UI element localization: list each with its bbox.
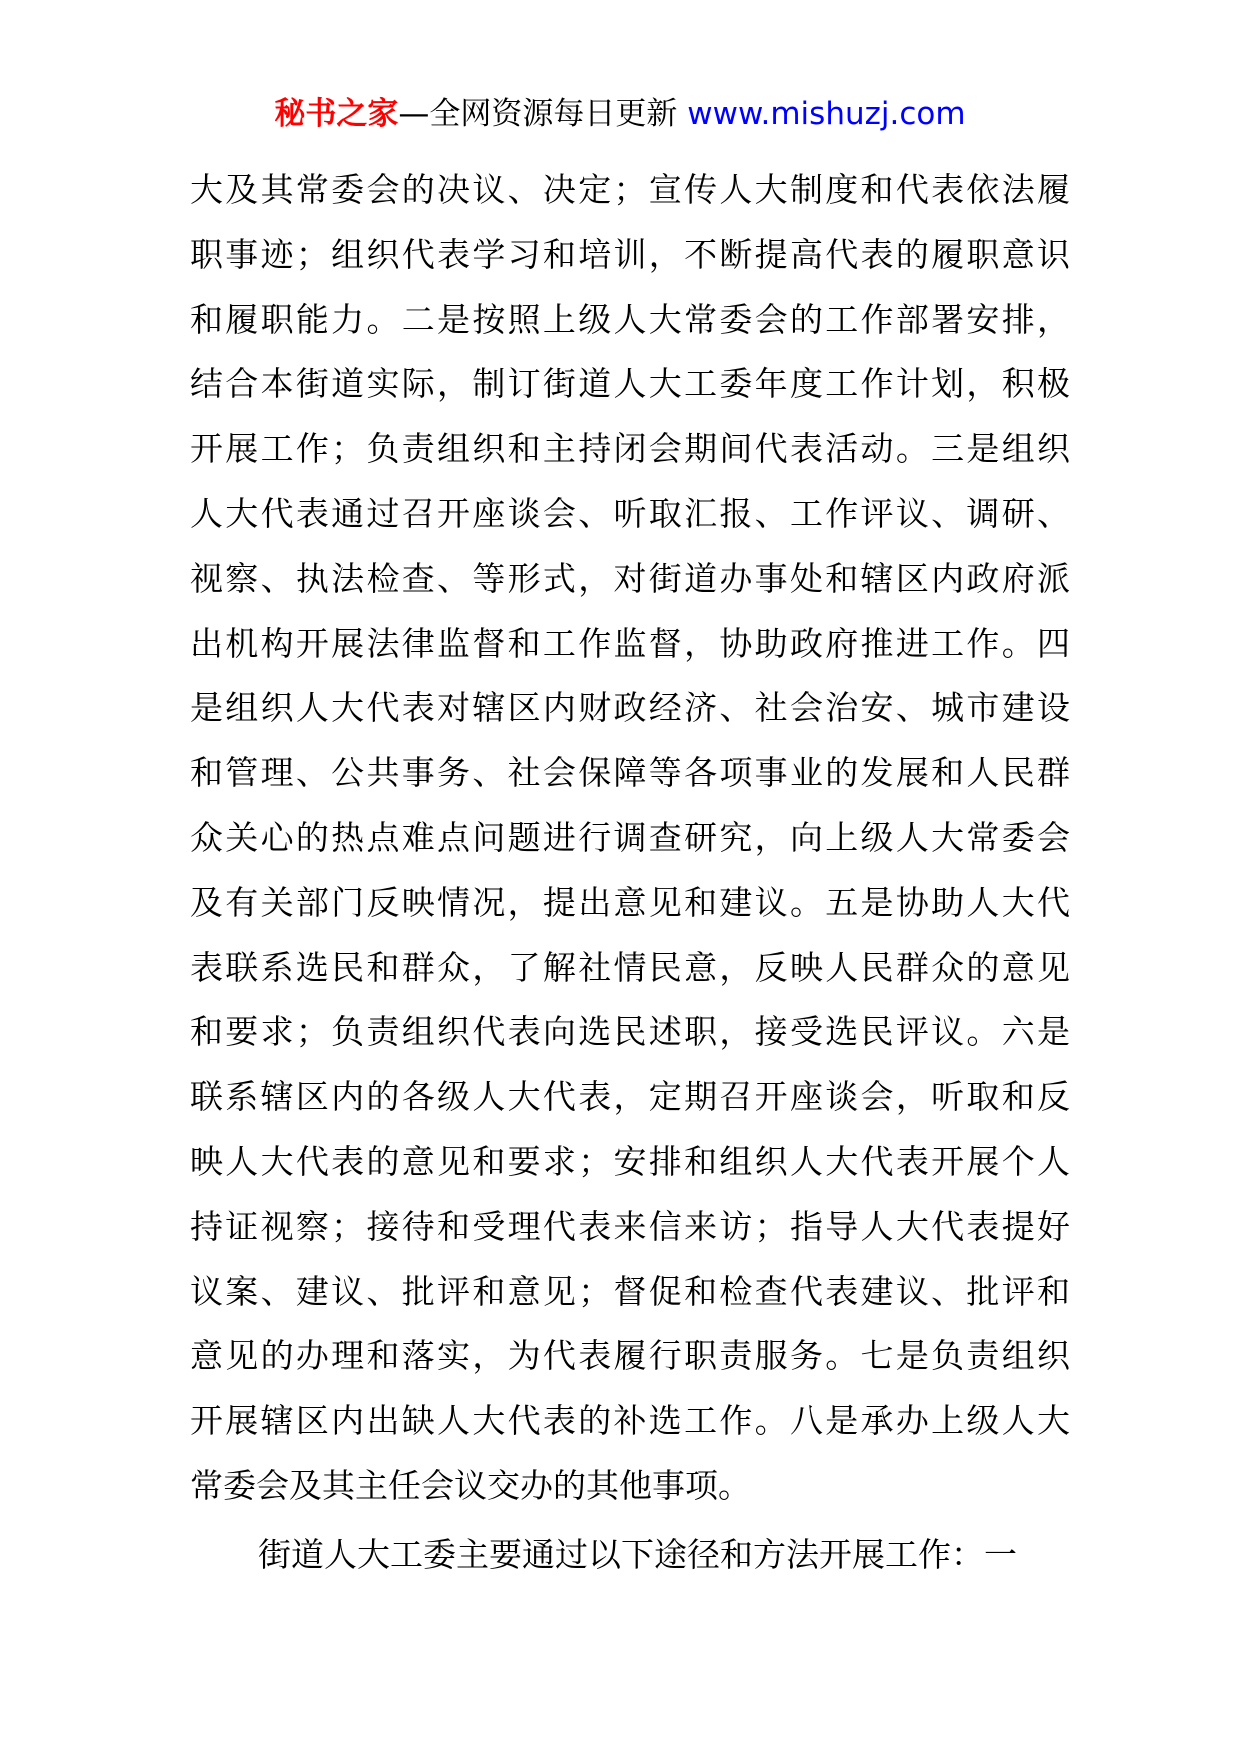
- text-line: 众关心的热点难点问题进行调查研究，向上级人大常委会: [190, 817, 1070, 857]
- text-line: 开展辖区内出缺人大代表的补选工作。八是承办上级人大: [190, 1401, 1070, 1441]
- text-line: 视察、执法检查、等形式，对街道办事处和辖区内政府派: [190, 558, 1070, 598]
- site-url-link[interactable]: www.mishuzj.com: [687, 96, 966, 132]
- text-line: 意见的办理和落实，为代表履行职责服务。七是负责组织: [190, 1336, 1070, 1376]
- text-line-paragraph-end: 常委会及其主任会议交办的其他事项。: [190, 1465, 751, 1505]
- text-line: 和要求；负责组织代表向选民述职，接受选民评议。六是: [190, 1012, 1070, 1052]
- text-line: 职事迹；组织代表学习和培训，不断提高代表的履职意识: [190, 234, 1070, 274]
- text-line: 和履职能力。二是按照上级人大常委会的工作部署安排，: [190, 299, 1070, 339]
- site-brand: 秘书之家: [274, 96, 399, 132]
- text-line: 是组织人大代表对辖区内财政经济、社会治安、城市建设: [190, 688, 1070, 728]
- site-header: [0, 92, 1240, 136]
- document-body: [190, 158, 1070, 1588]
- site-tagline: —全网资源每日更新: [398, 96, 688, 132]
- paragraph-start-line: 街道人大工委主要通过以下途径和方法开展工作：一: [258, 1534, 1017, 1574]
- text-line: 结合本街道实际，制订街道人大工委年度工作计划，积极: [190, 364, 1070, 404]
- text-line: 出机构开展法律监督和工作监督，协助政府推进工作。四: [190, 623, 1070, 663]
- text-line: 及有关部门反映情况，提出意见和建议。五是协助人大代: [190, 882, 1070, 922]
- text-line: 联系辖区内的各级人大代表，定期召开座谈会，听取和反: [190, 1077, 1070, 1117]
- text-line: 大及其常委会的决议、决定；宣传人大制度和代表依法履: [190, 170, 1070, 209]
- text-line: 持证视察；接待和受理代表来信来访；指导人大代表提好: [190, 1206, 1070, 1246]
- text-line: 映人大代表的意见和要求；安排和组织人大代表开展个人: [190, 1141, 1070, 1181]
- text-line: 议案、建议、批评和意见；督促和检查代表建议、批评和: [190, 1271, 1070, 1311]
- text-line: 表联系选民和群众，了解社情民意，反映人民群众的意见: [190, 947, 1070, 987]
- text-line: 和管理、公共事务、社会保障等各项事业的发展和人民群: [190, 753, 1070, 793]
- text-line: 开展工作；负责组织和主持闭会期间代表活动。三是组织: [190, 429, 1070, 469]
- text-line: 人大代表通过召开座谈会、听取汇报、工作评议、调研、: [190, 493, 1070, 533]
